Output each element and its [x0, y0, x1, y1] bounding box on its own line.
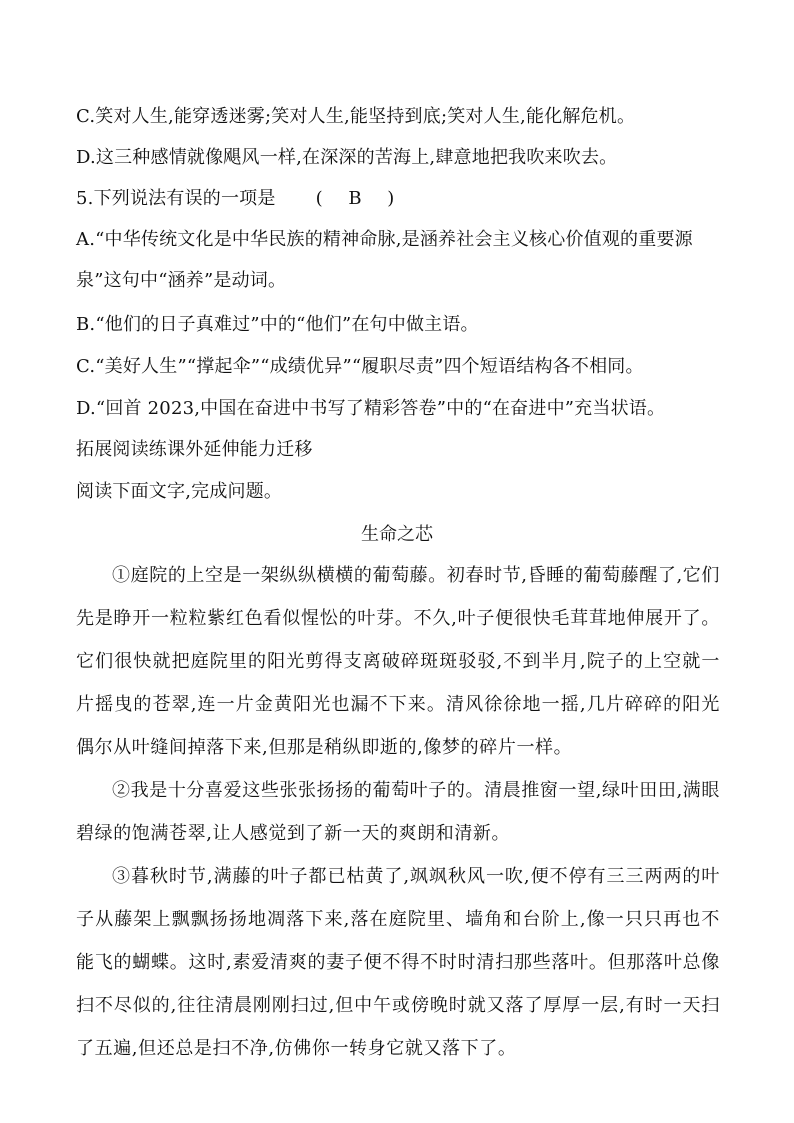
q4-option-d: D.这三种感情就像飓风一样,在深深的苦海上,肆意地把我吹来吹去。: [76, 147, 618, 168]
q5-stem: [76, 187, 404, 211]
article-paragraph-3: ③暮秋时节,满藤的叶子都已枯黄了,飒飒秋风一吹,便不停有三三两两的叶子从藤架上飘飘扬扬地凋落下来,落在庭院里、墙角和台阶上,像一只只再也不能飞的蝴蝶。这时,素爱清爽的妻子便不得不时时清扫那些落叶。但那落叶总像扫不尽似的,往往清晨刚刚扫过,但中午或傍晚时就又落了厚厚一层,有时一天扫了五遍,但还总是扫不净,仿佛你一转身它就又落下了。: [76, 866, 720, 1059]
q4-option-c: C.笑对人生,能穿透迷雾;笑对人生,能坚持到底;笑对人生,能化解危机。: [76, 106, 636, 127]
q5-option-b: B.“他们的日子真难过”中的“他们”在句中做主语。: [76, 314, 479, 335]
q5-answer: ( B ): [315, 188, 405, 209]
q5-option-a-line1: A.“中华传统文化是中华民族的精神命脉,是涵养社会主义核心价值观的重要源: [76, 229, 693, 250]
q5-option-d: D.“回首 2023,中国在奋进中书写了精彩答卷”中的“在奋进中”充当状语。: [76, 398, 666, 419]
article-paragraph-1: ①庭院的上空是一架纵纵横横的葡萄藤。初春时节,昏睡的葡萄藤醒了,它们先是睁开一粒粒紫红色看似惺忪的叶芽。不久,叶子便很快毛茸茸地伸展开了。它们很快就把庭院里的阳光剪得支离破碎斑斑驳驳,不到半月,院子的上空就一片摇曳的苍翠,连一片金黄阳光也漏不下来。清风徐徐地一摇,几片碎碎的阳光偶尔从叶缝间掉落下来,但那是稍纵即逝的,像梦的碎片一样。: [76, 565, 720, 758]
q5-stem-text: 5.下列说法有误的一项是: [76, 188, 276, 209]
section-heading: 拓展阅读练课外延伸能力迁移: [76, 439, 313, 460]
q5-option-a-line2: 泉”这句中“涵养”是动词。: [76, 270, 287, 291]
q5-option-c: C.“美好人生”“撑起伞”“成绩优异”“履职尽责”四个短语结构各不相同。: [76, 356, 644, 377]
article-paragraph-2: ②我是十分喜爱这些张张扬扬的葡萄叶子的。清晨推窗一望,绿叶田田,满眼碧绿的饱满苍翠,让人感觉到了新一天的爽朗和清新。: [76, 780, 720, 844]
section-instruction: 阅读下面文字,完成问题。: [76, 481, 283, 502]
article-title: 生命之芯: [361, 524, 433, 545]
